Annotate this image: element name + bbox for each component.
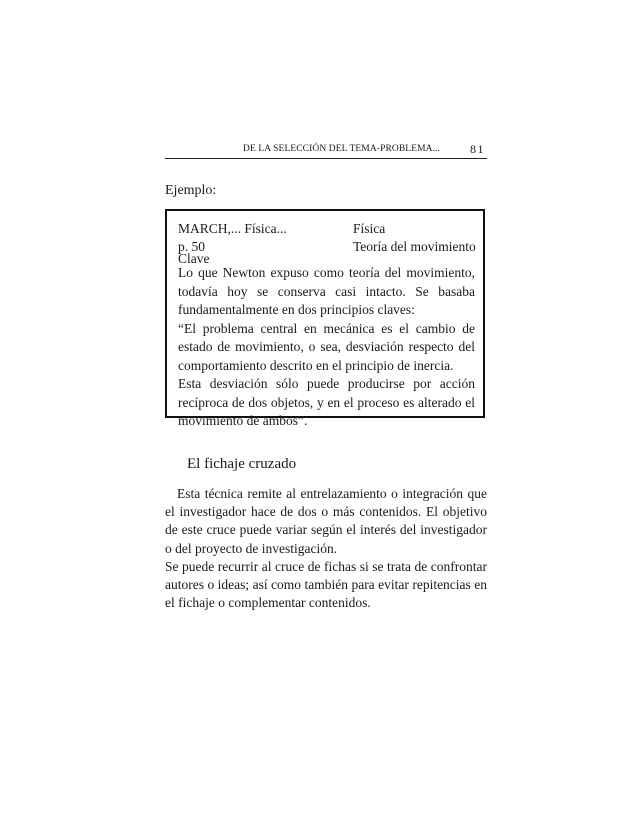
card-page: p. 50 [178,239,205,254]
section-body [165,485,487,612]
running-title: DE LA SELECCIÓN DEL TEMA-PROBLEMA... [243,144,441,154]
example-label: Ejemplo: [165,183,217,198]
card-paragraph: Lo que Newton expuso como teoría del movimiento, todavía hoy se conserva casi intacto. Se basaba fundamentalmente en dos principios claves: [178,265,475,317]
card-paragraph: Esta desviación sólo puede producirse por acción recíproca de dos objetos, y en el proceso es alterado el movimiento de ambos”. [178,376,475,428]
card-subject: Física [353,221,386,236]
card-code: Clave [178,251,210,266]
body-paragraph: Se puede recurrir al cruce de fichas si se trata de confrontar autores o ideas; así como también para evitar repitencias en el fichaje o complementar contenidos. [165,558,487,611]
reading-card [165,209,485,428]
page-number: 81 [470,142,485,156]
section-heading: El fichaje cruzado [187,456,297,472]
body-paragraph: Esta técnica remite al entrelazamiento o integración que el investigador hace de dos o más contenidos. El objetivo de este cruce puede variar según el interés del investigador o del proyecto de investigación. [165,486,487,556]
card-source: MARCH,... Física... [178,221,287,236]
running-header [165,140,487,159]
card-topic: Teoría del movimiento [353,239,476,254]
card-content [178,264,475,431]
card-paragraph: “El problema central en mecánica es el cambio de estado de movimiento, o sea, desviación respecto del comportamiento descrito en el principio de inercia. [178,320,475,373]
